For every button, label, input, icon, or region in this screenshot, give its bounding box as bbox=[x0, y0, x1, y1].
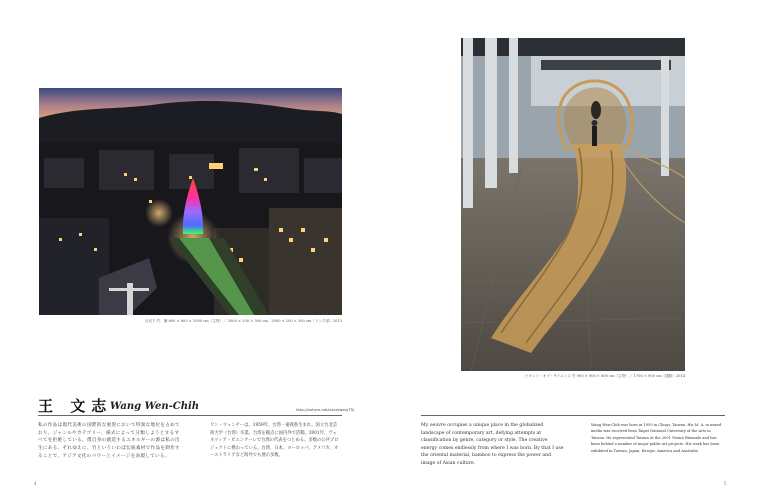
caption-right-photo: ビヨンド・オブ・サイエンス 竹 900 × 900 × 800 cm（主塔）／ 1700 × 900 cm（通路）2014 bbox=[524, 374, 685, 378]
page-number-left: 4 bbox=[34, 481, 37, 486]
artist-name-japanese: 王 文志 bbox=[38, 397, 113, 415]
caption-left-photo: 月光下 竹、籐 600 × 600 × 1000 cm（主塔）／ 2000 × 200 × 300 cm、2000 × 200 × 300 cm（リンク部）2013 bbox=[144, 319, 342, 323]
artwork-photo-night-tower bbox=[39, 88, 342, 315]
night-cityscape-illustration bbox=[39, 88, 342, 315]
artist-url[interactable]: http://xxhzm.net/xxxx/weu/75/ bbox=[296, 407, 355, 412]
divider-right bbox=[421, 415, 725, 416]
artist-statement-japanese: 私の作品は現代美術の国際的な展望において特異な地位を占めており、ジャンルやカテゴリー、様式によって分類しようとするすべてを拒絶している。僕自身の創造するエネルギーの源は私の出生にある。それゆえに、竹といういわば伝統素材で作品を制作することで、アジア文化のパワーとイメージを表現している。 bbox=[38, 423, 180, 459]
page-number-right: 5 bbox=[724, 481, 727, 486]
artist-biography-english: Wang Wen-Chih was born in 1959 in Chiayi, Taiwan. His M. A. in mixed media was received from Taipei National University of the Arts in Taiwan. He represented Taiwan at the 2001 Venice Biennale and has been behind a number of major public art projects. His work has been exhibited in Taiwan, Japan, Europe, America and Australia. bbox=[591, 423, 722, 453]
bamboo-installation-illustration bbox=[461, 38, 685, 371]
artwork-photo-bamboo-tunnel bbox=[461, 38, 685, 371]
artist-name-english: Wang Wen-Chih bbox=[110, 401, 200, 412]
divider-left bbox=[38, 415, 342, 416]
artist-statement-english: My oeuvre occupies a unique place in the globalized landscape of contemporary art, defying attempts at classification by genre, category or style. The creative energy comes endlessly from where I was born. By that I use the oriental material, bamboo to express the power and image of Asian culture. bbox=[421, 423, 564, 466]
artist-biography-japanese: ワン・ウェンチーは、1959年、台湾・嘉義県生まれ。国立台北芸術大学（台湾）卒業。台湾を拠点に国内外で活動。2001年、ヴェネツィア・ビエンナーレで台湾の代表をつとめる。多数の公共プロジェクトに携わっている。台湾、日本、ヨーロッパ、アメリカ、オーストラリアなど海外でも展示多数。 bbox=[210, 423, 339, 459]
